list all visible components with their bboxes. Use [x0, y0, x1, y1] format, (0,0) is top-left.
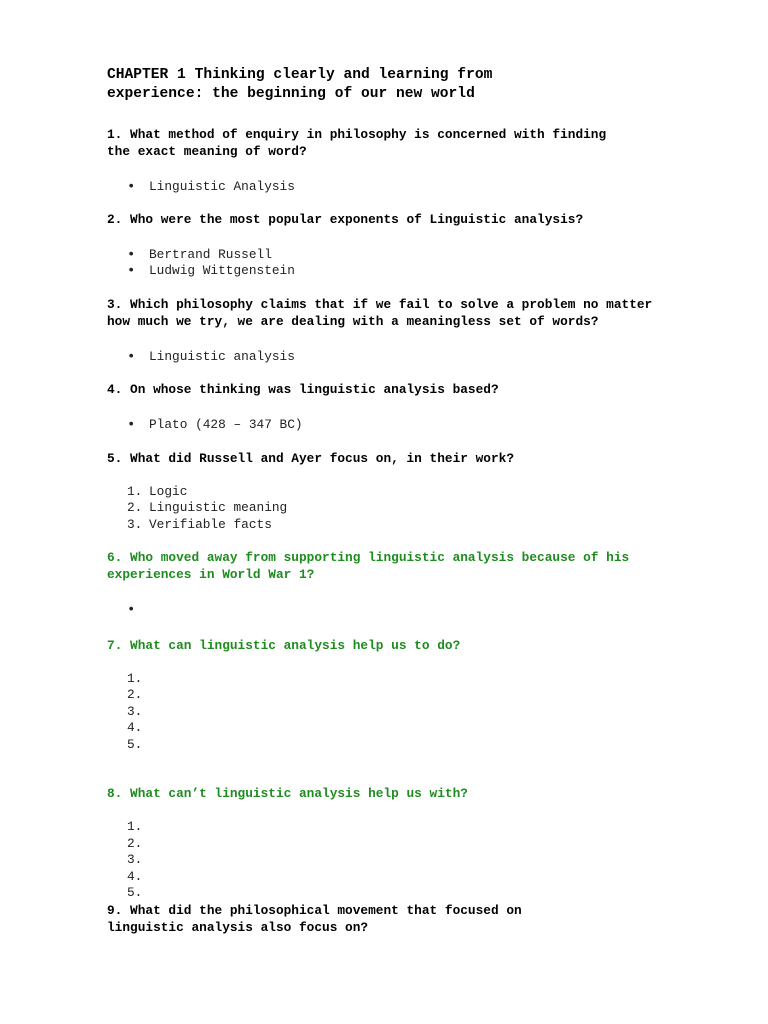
question-6: 6. Who moved away from supporting linguistic analysis because of his experiences in World War 1? [107, 550, 630, 582]
list-item: 4. [127, 868, 143, 884]
list-item: 2. [127, 687, 143, 702]
answer-list-7 [107, 671, 667, 754]
answer-list-5 [107, 484, 667, 534]
question-1: 1. What method of enquiry in philosophy is concerned with finding the exact meaning of word? [107, 127, 607, 159]
bullet-icon: • [127, 348, 136, 365]
question-3: 3. Which philosophy claims that if we fail to solve a problem no matter how much we try, we are dealing with a meaningless set of words? [107, 296, 653, 329]
list-item: 5. [127, 736, 143, 752]
bullet-icon: • [127, 602, 136, 618]
list-item: • Linguistic analysis [127, 348, 295, 365]
document-page [107, 62, 667, 936]
list-item: • Bertrand Russell [127, 246, 272, 263]
bullet-icon: • [127, 417, 136, 433]
list-item: 2. [127, 835, 143, 851]
list-item: 2. Linguistic meaning [127, 500, 288, 515]
bullet-icon: • [127, 179, 136, 195]
list-item: • Ludwig Wittgenstein [127, 263, 295, 279]
question-5: 5. What did Russell and Ayer focus on, in their work? [107, 450, 515, 466]
answer-list-2 [107, 247, 667, 280]
list-item: 1. [127, 819, 143, 834]
list-item: 4. [127, 720, 143, 735]
list-item: • Plato (428 – 347 BC) [127, 417, 303, 433]
list-item: 3. Verifiable facts [127, 516, 272, 532]
question-8: 8. What can’t linguistic analysis help us with? [107, 786, 468, 801]
chapter-title: CHAPTER 1 Thinking clearly and learning from experience: the beginning of our new world [107, 67, 493, 102]
answer-list-6 [107, 602, 667, 619]
question-4: 4. On whose thinking was linguistic analysis based? [107, 382, 499, 397]
bullet-icon: • [127, 263, 136, 279]
question-7: 7. What can linguistic analysis help us to do? [107, 637, 461, 653]
answer-list-8 [107, 819, 667, 902]
question-9: 9. What did the philosophical movement that focused on linguistic analysis also focus on? [107, 902, 522, 935]
bullet-icon: • [127, 246, 136, 263]
list-item [107, 602, 667, 619]
list-item: 1. [127, 670, 143, 686]
list-item: 1. Logic [127, 483, 188, 499]
list-item: 3. [127, 852, 143, 867]
list-item: • Linguistic Analysis [127, 179, 295, 195]
list-item: 3. [127, 703, 143, 719]
answer-list-4 [107, 417, 667, 434]
answer-list-1 [107, 179, 667, 196]
answer-list-3 [107, 349, 667, 366]
question-2: 2. Who were the most popular exponents of Linguistic analysis? [107, 211, 584, 227]
list-item: 5. [127, 885, 143, 900]
